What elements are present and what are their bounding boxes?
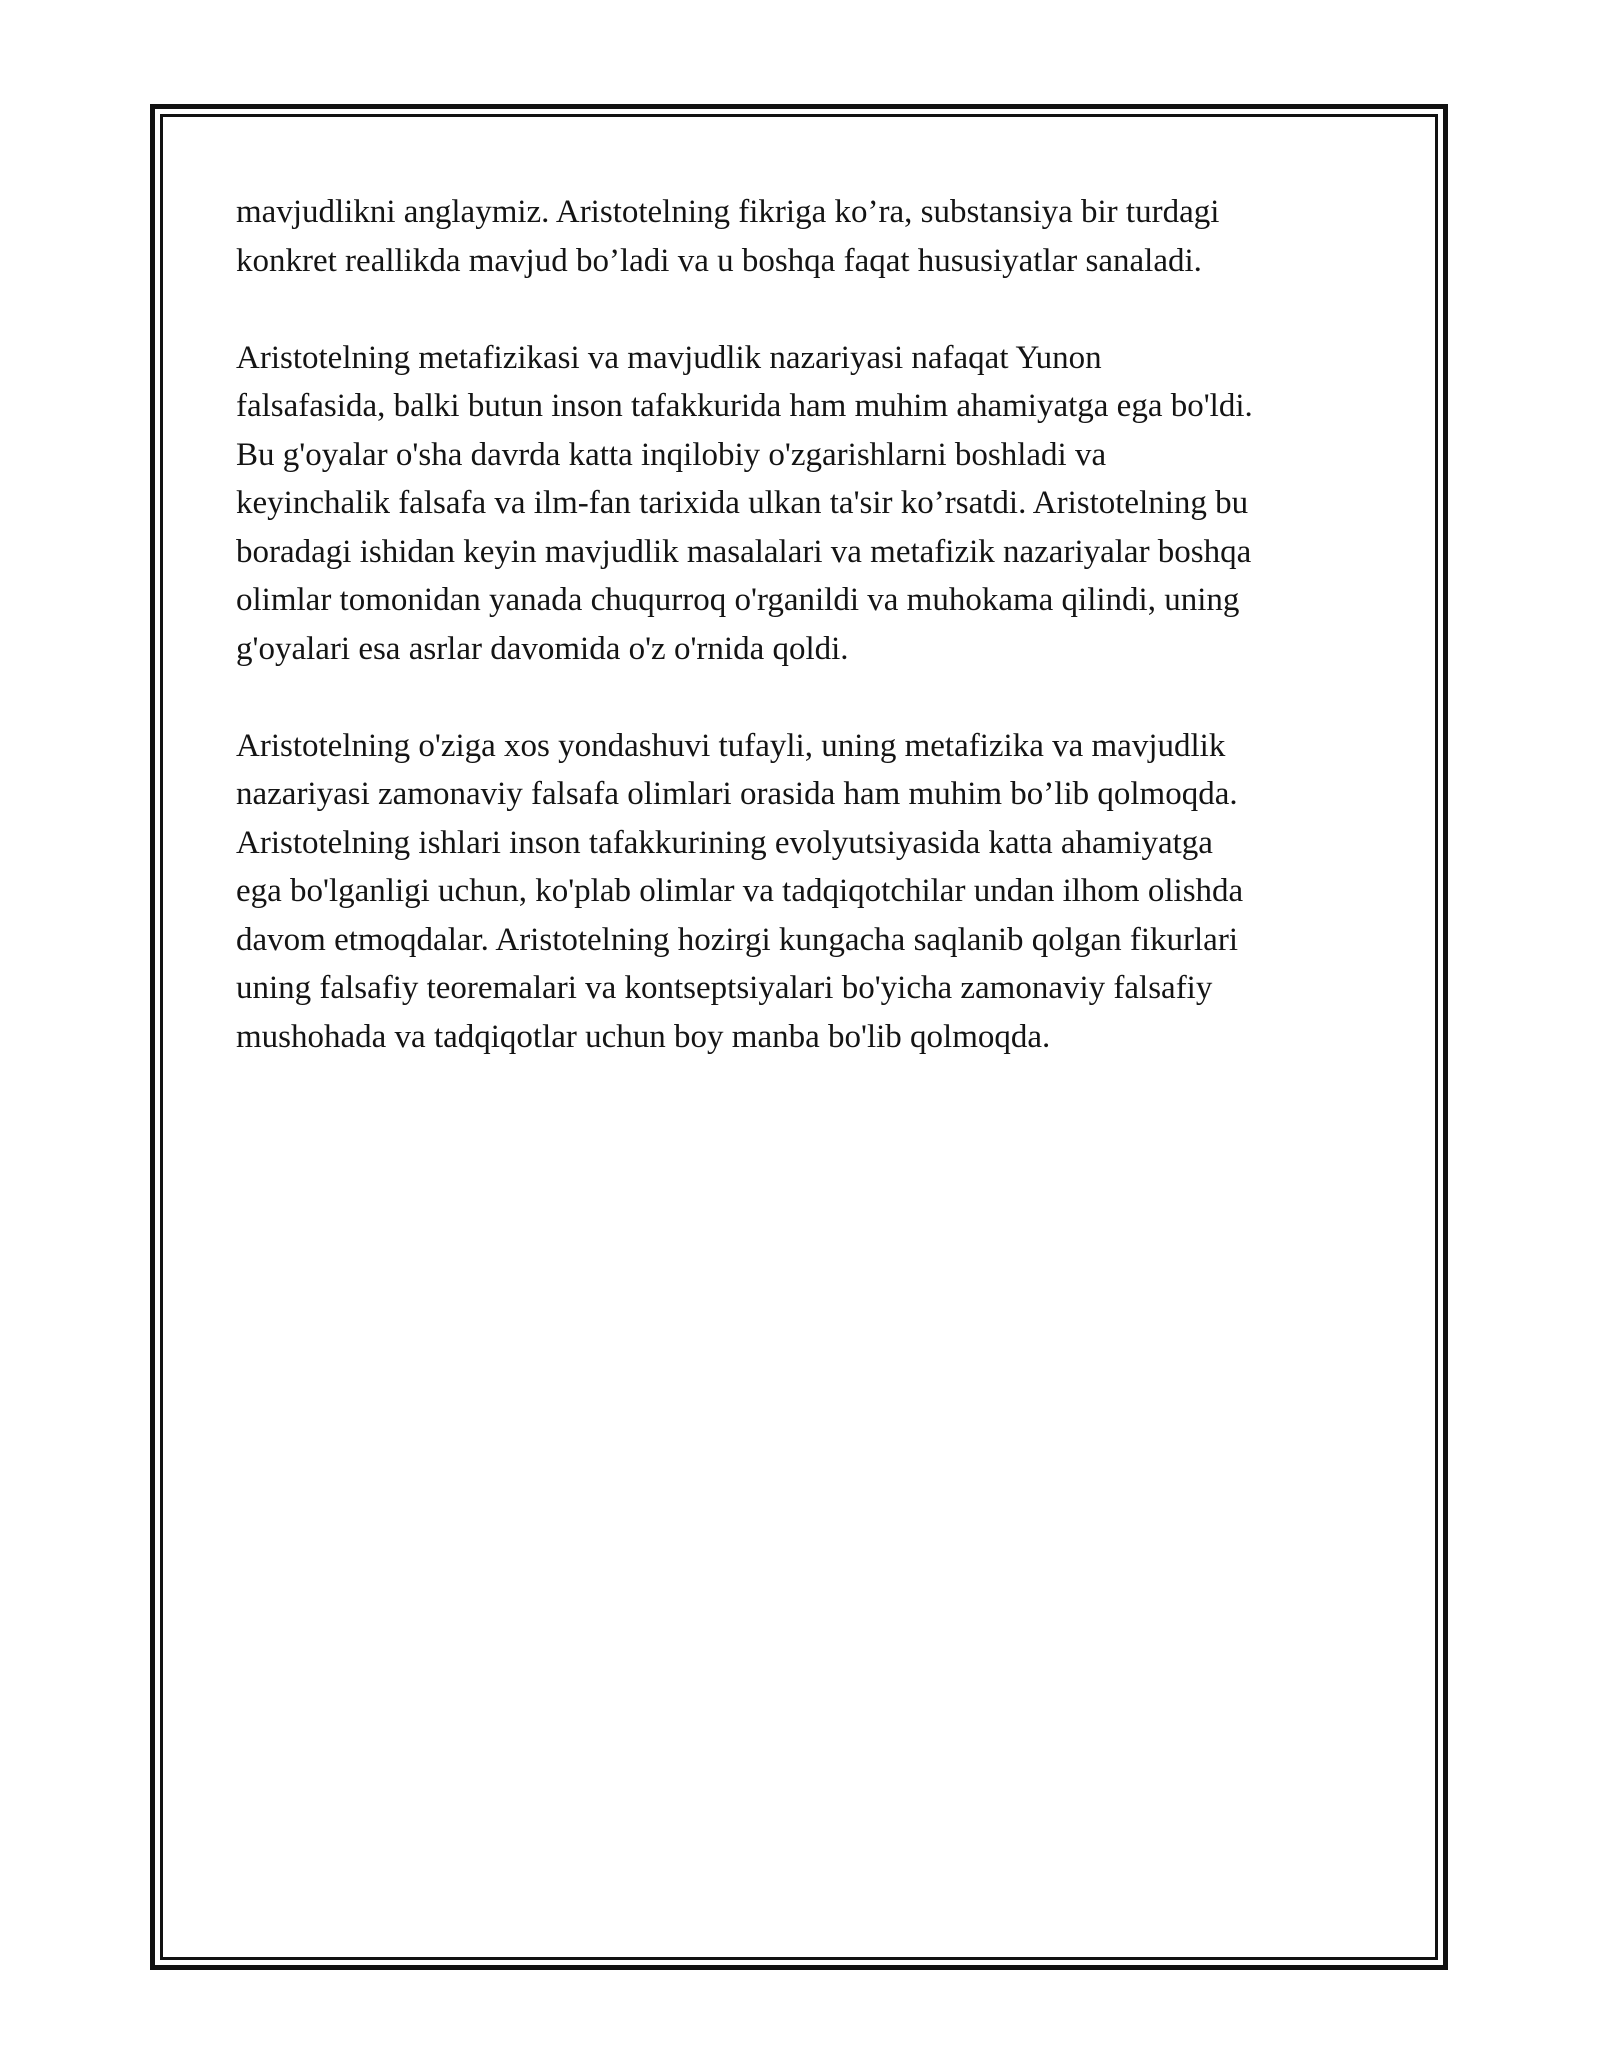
text-line: keyinchalik falsafa va ilm-fan tarixida ulkan ta'sir ko’rsatdi. Aristotelning bu — [236, 485, 1249, 521]
text-line: konkret reallikda mavjud bo’ladi va u boshqa faqat hususiyatlar sanaladi. — [236, 242, 1202, 279]
text-line: davom etmoqdalar. Aristotelning hozirgi kungacha saqlanib qolgan fikurlari — [236, 921, 1238, 958]
text-line: falsafasida, balki butun inson tafakkurida ham muhim ahamiyatga ega bo'ldi. — [236, 388, 1253, 424]
paragraph — [236, 334, 1386, 674]
text-line: Bu g'oyalar o'sha davrda katta inqilobiy o'zgarishlarni boshladi va — [236, 436, 1107, 473]
text-line: Aristotelning ishlari inson tafakkurining evolyutsiyasida katta ahamiyatga — [236, 824, 1213, 861]
text-line: olimlar tomonidan yanada chuqurroq o'rganildi va muhokama qilindi, uning — [236, 582, 1240, 618]
paragraph — [236, 188, 1386, 285]
text-line: Aristotelning o'ziga xos yondashuvi tufayli, uning metafizika va mavjudlik — [236, 727, 1226, 764]
paragraph-spacer — [236, 285, 1386, 334]
text-line: uning falsafiy teoremalari va kontseptsiyalari bo'yicha zamonaviy falsafiy — [236, 970, 1213, 1006]
paragraph-spacer — [236, 673, 1386, 722]
text-line: mavjudlikni anglaymiz. Aristotelning fikriga ko’ra, substansiya bir turdagi — [236, 194, 1220, 230]
text-line: boradagi ishidan keyin mavjudlik masalalari va metafizik nazariyalar boshqa — [236, 533, 1252, 570]
text-line: Aristotelning metafizikasi va mavjudlik nazariyasi nafaqat Yunon — [236, 339, 1102, 376]
paragraph — [236, 722, 1386, 1062]
text-line: nazariyasi zamonaviy falsafa olimlari orasida ham muhim bo’lib qolmoqda. — [236, 776, 1238, 812]
text-line: mushohada va tadqiqotlar uchun boy manba bo'lib qolmoqda. — [236, 1018, 1051, 1055]
document-body — [236, 188, 1386, 1061]
text-line: g'oyalari esa asrlar davomida o'z o'rnida qoldi. — [236, 630, 849, 667]
text-line: ega bo'lganligi uchun, ko'plab olimlar va tadqiqotchilar undan ilhom olishda — [236, 873, 1244, 909]
